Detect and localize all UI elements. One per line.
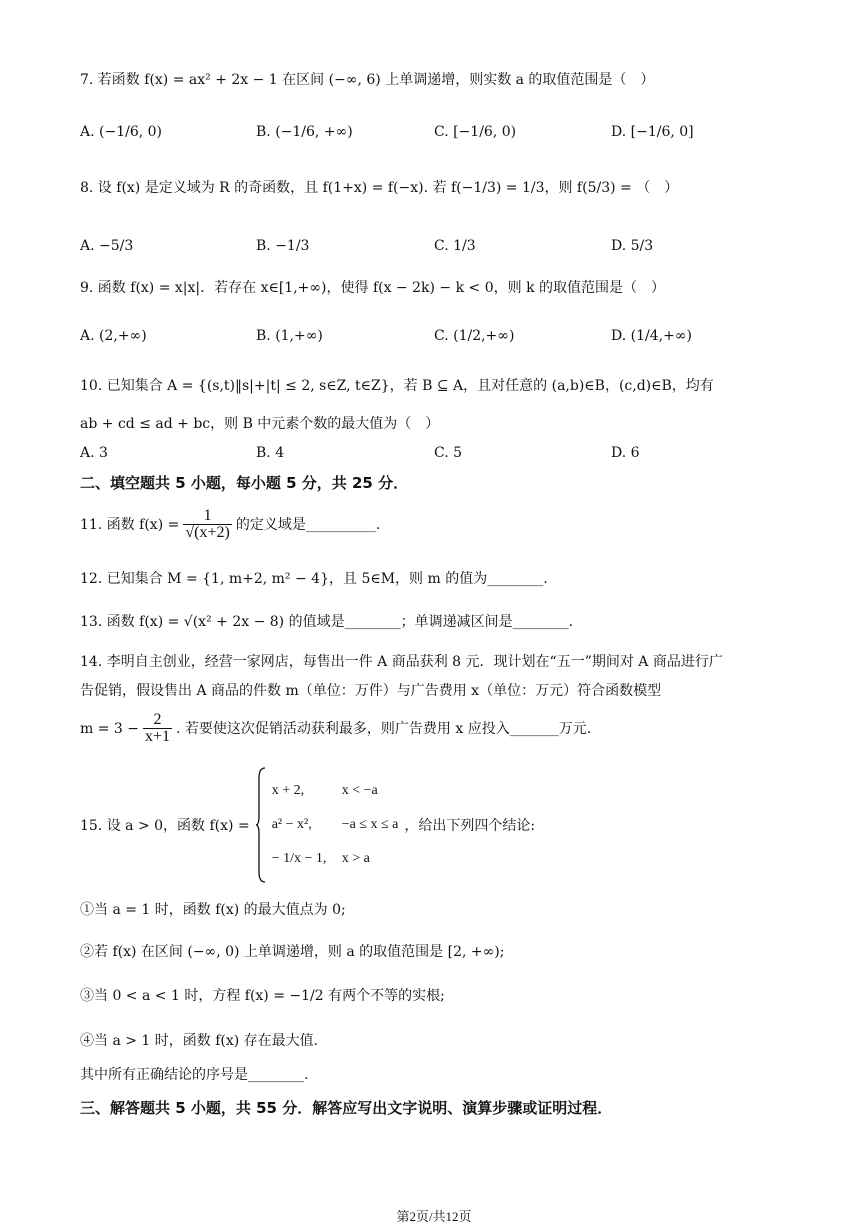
question-15-post: ，给出下列四个结论: xyxy=(404,818,536,834)
question-9-option-c: C. (1/2,+∞) xyxy=(434,328,515,344)
question-14-numerator: 2 xyxy=(143,712,172,729)
question-11-pre: 11. 函数 f(x) = xyxy=(80,516,180,533)
question-10-option-c: C. 5 xyxy=(434,445,463,461)
question-9-option-d: D. (1/4,+∞) xyxy=(611,328,692,344)
question-14-denominator: x+1 xyxy=(145,728,171,745)
brace-icon xyxy=(256,766,266,884)
question-7-stem: 7. 若函数 f(x) = ax² + 2x − 1 在区间 (−∞, 6) 上单调递增，则实数 a 的取值范围是（ ） xyxy=(80,72,655,88)
question-15-cases xyxy=(272,783,399,867)
question-10-stem-line1: 10. 已知集合 A = {(s,t)‖s|+|t| ≤ 2, s∈Z, t∈Z}，若 B ⊆ A，且对任意的 (a,b)∈B，(c,d)∈B，均有 xyxy=(80,378,714,394)
question-15-stem xyxy=(80,766,535,884)
question-8-stem: 8. 设 f(x) 是定义域为 R 的奇函数，且 f(1+x) = f(−x). 若 f(−1/3) = 1/3，则 f(5/3) = （ ） xyxy=(80,180,679,196)
question-10-option-d: D. 6 xyxy=(611,445,640,461)
question-7-option-b: B. (−1/6, +∞) xyxy=(256,124,353,140)
question-11-numerator: 1 xyxy=(183,508,231,525)
question-10-option-b: B. 4 xyxy=(256,445,285,461)
question-15-pre: 15. 设 a > 0，函数 f(x) = xyxy=(80,818,250,834)
question-14-model-post: . 若要使这次促销活动获利最多，则广告费用 x 应投入_______万元. xyxy=(176,720,592,737)
case-3-cond: x > a xyxy=(341,851,370,866)
section-2-heading: 二、填空题共 5 小题，每小题 5 分，共 25 分． xyxy=(80,474,409,492)
case-1-cond: x < −a xyxy=(341,783,378,798)
question-15-conclusion-3: ③当 0 < a < 1 时，方程 f(x) = −1/2 有两个不等的实根; xyxy=(80,988,445,1004)
question-13: 13. 函数 f(x) = √(x² + 2x − 8) 的值域是________；单调递减区间是________. xyxy=(80,614,574,630)
case-2-expr: a² − x², xyxy=(271,817,312,832)
section-3-heading: 三、解答题共 5 小题，共 55 分．解答应写出文字说明、演算步骤或证明过程． xyxy=(80,1099,613,1117)
question-10-stem-line2: ab + cd ≤ ad + bc，则 B 中元素个数的最大值为（ ） xyxy=(80,416,440,432)
question-9-option-b: B. (1,+∞) xyxy=(256,328,323,344)
case-2-cond: −a ≤ x ≤ a xyxy=(341,817,399,832)
question-7-option-d: D. [−1/6, 0] xyxy=(611,124,694,140)
question-15-case-1 xyxy=(272,783,399,799)
question-9-option-a: A. (2,+∞) xyxy=(80,328,147,344)
question-14-line3 xyxy=(80,712,591,745)
question-11 xyxy=(80,508,380,541)
question-8-option-c: C. 1/3 xyxy=(434,238,476,254)
question-8-option-a: A. −5/3 xyxy=(80,238,134,254)
question-7-option-c: C. [−1/6, 0) xyxy=(434,124,517,140)
question-11-post: 的定义域是__________. xyxy=(235,516,381,533)
question-15-conclusion-4: ④当 a > 1 时，函数 f(x) 存在最大值. xyxy=(80,1033,319,1049)
question-15-conclusion-1: ①当 a = 1 时，函数 f(x) 的最大值点为 0; xyxy=(80,902,346,918)
question-15-case-2 xyxy=(272,817,399,833)
question-7-option-a: A. (−1/6, 0) xyxy=(80,124,163,140)
question-15-case-3 xyxy=(272,851,399,867)
question-14-fraction xyxy=(143,712,172,745)
question-15-ask: 其中所有正确结论的序号是________. xyxy=(80,1067,309,1083)
question-12: 12. 已知集合 M = {1, m+2, m² − 4}，且 5∈M，则 m 的值为________. xyxy=(80,571,548,587)
question-15-conclusion-2: ②若 f(x) 在区间 (−∞, 0) 上单调递增，则 a 的取值范围是 [2, +∞); xyxy=(80,944,505,960)
case-3-expr: − 1/x − 1, xyxy=(271,851,327,866)
question-9-stem: 9. 函数 f(x) = x|x|．若存在 x∈[1,+∞)，使得 f(x − 2k) − k < 0，则 k 的取值范围是（ ） xyxy=(80,280,666,296)
question-14-line2: 告促销，假设售出 A 商品的件数 m（单位：万件）与广告费用 x（单位：万元）符合函数模型 xyxy=(80,683,662,699)
question-8-option-d: D. 5/3 xyxy=(611,238,654,254)
page-footer: 第2页/共12页 xyxy=(396,1209,472,1224)
case-1-expr: x + 2, xyxy=(271,783,305,798)
question-10-option-a: A. 3 xyxy=(80,445,108,461)
question-14-model-pre: m = 3 − xyxy=(80,720,139,737)
question-11-denominator: √(x+2) xyxy=(185,524,230,541)
question-8-option-b: B. −1/3 xyxy=(256,238,310,254)
question-11-fraction xyxy=(183,508,231,541)
question-14-line1: 14. 李明自主创业，经营一家网店，每售出一件 A 商品获利 8 元．现计划在“五一”期间对 A 商品进行广 xyxy=(80,654,723,670)
